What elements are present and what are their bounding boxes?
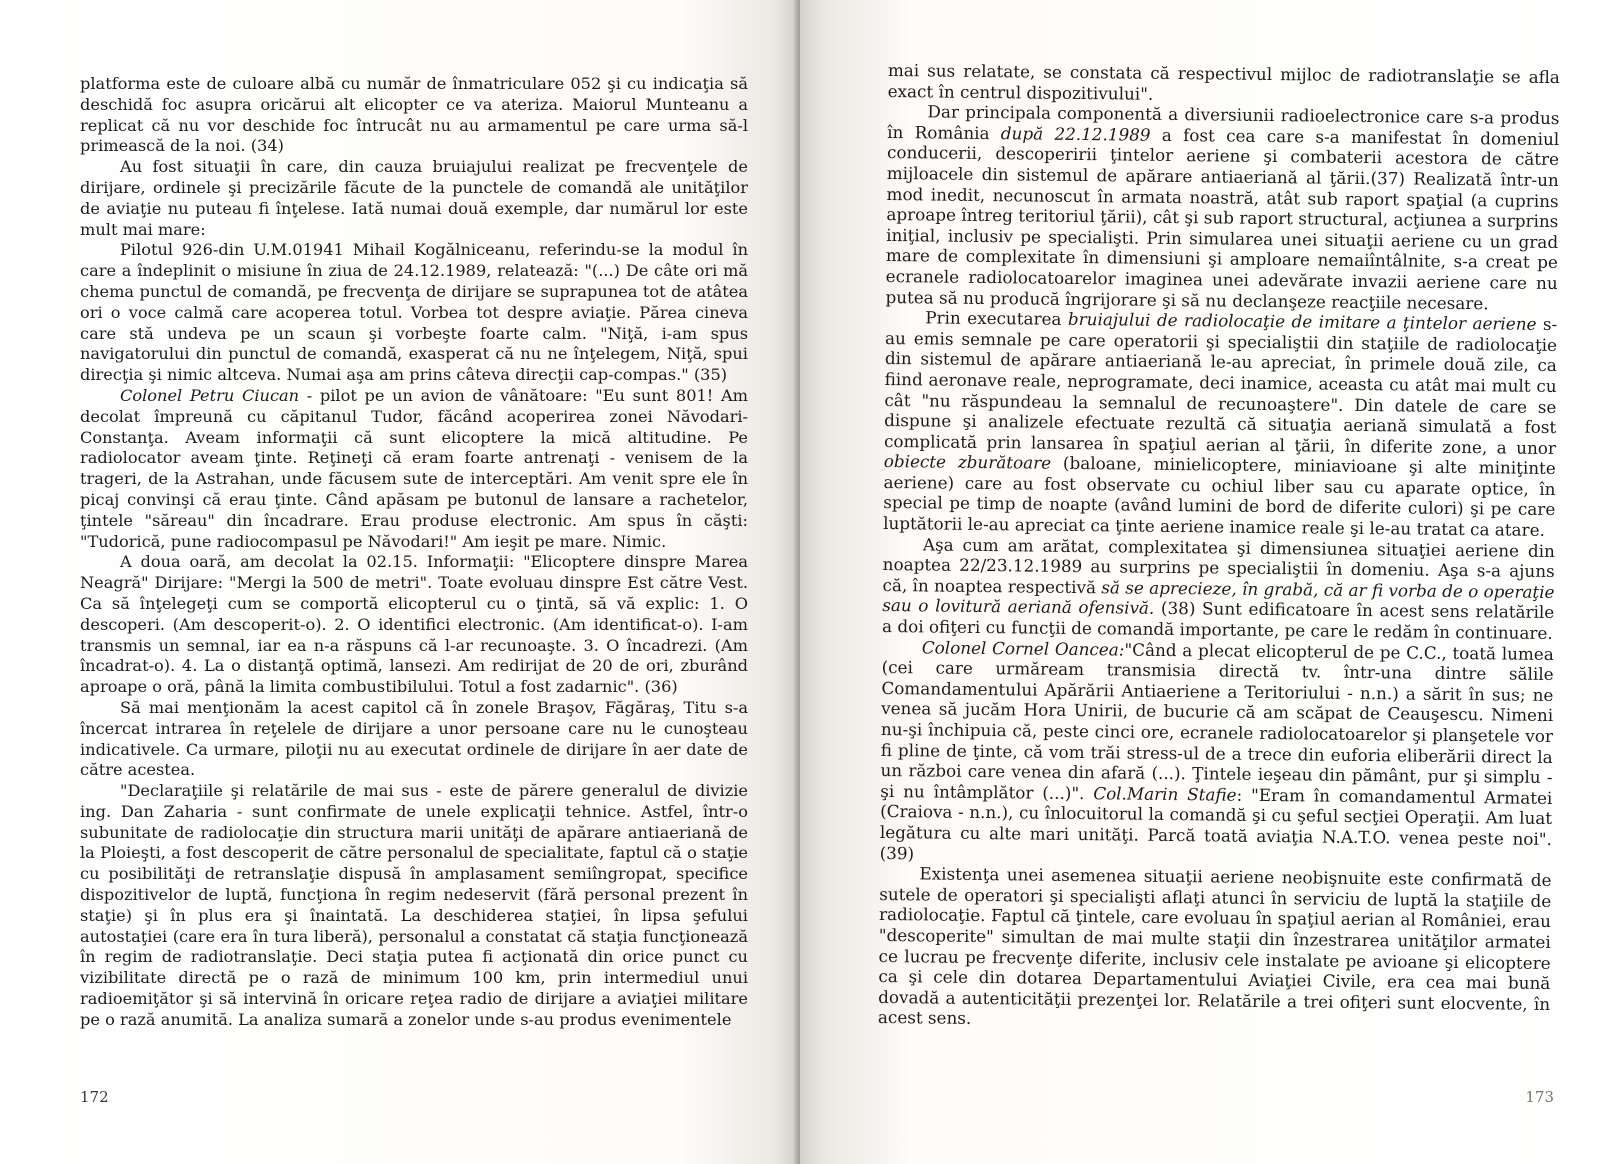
paragraph <box>882 534 1555 644</box>
italic-text: Colonel Petru Ciucan <box>120 385 300 405</box>
paragraph <box>888 60 1560 108</box>
text-run: "Declaraţiile şi relatările de mai sus - este de părere generalul de divizie ing. Dan Zaharia - sunt confirmate de unele explicaţii tehnice. Astfel, într-o subunitate de radiolocaţie din structura marii unităţi de apărare antiaeriană de la Ploieşti, a fost descoperit de către personalul de specialitate, faptul că o staţie cu posibilităţi de retranslaţie dispusă în amplasament semiîngropat, specifice dispozitivelor de luptă, funcţiona în regim nedeservit (fără personal prezent în staţie) şi în plus era şi înaintată. La deschiderea staţiei, în lipsa şefului autostaţiei (care era în tura liberă), personalul a constatat că staţia funcţionează în regim de radiotranslaţie. Deci staţia putea fi acţionată din orice punct cu vizibilitate directă pe o rază de minimum 100 km, prin intermediul unui radioemiţător şi să intervină în oricare reţea radio de dirijare a aviaţiei militare pe o rază anumită. La analiza sumară a zonelor unde s-au produs evenimentele <box>80 781 748 1029</box>
paragraph <box>80 240 748 386</box>
paragraph <box>80 781 748 1031</box>
text-run: Aşa cum am arătat, complexitatea şi dimensiunea situaţiei aeriene din noaptea 22/23.12.1989 au surprins pe specialiştii în domeniu. Aşa s-a ajuns că, în noaptea respectivă <box>882 534 1556 598</box>
text-run: s-au emis semnale pe care operatorii şi specialiştii din staţiile de radiolocaţie din sistemul de apărare antiaeriană le-au apreciat, în primele două zile, ca fiind aeronave reale, neprogramate, deci inamice, aceasta cu atât mai mult cu cât "nu răspundeau la semnalul de recunoaştere". Din datele de care se dispune şi analizele efectuate rezultă că situaţia aeriană simulată a fost complicată prin lansarea în spaţiul aerian al ţării, în diferite zone, a unor <box>883 313 1558 458</box>
right-page-number: 173 <box>1525 1088 1554 1106</box>
italic-text: Colonel Cornel Oancea: <box>921 637 1125 660</box>
text-run: Au fost situaţii în care, din cauza bruiajului realizat pe frecvenţele de dirijare, ordinele şi precizările făcute de la punctele de comandă ale unităţilor de aviaţie nu puteau fi înţelese. Iată numai două exemple, dar numărul lor este mult mai mare: <box>80 157 748 239</box>
left-page-text <box>80 74 748 1031</box>
paragraph <box>80 157 748 240</box>
text-run: mai sus relatate, se constata că respectivul mijloc de radiotranslaţie se afla exact în centrul dispozitivului". <box>887 60 1560 104</box>
text-run: (38) Sunt edificatoare în acest sens relatările a doi ofiţeri cu funcţii de comandă importante, pe care le redăm în continuare. <box>881 598 1555 644</box>
text-run: A doua oară, am decolat la 02.15. Informaţii: "Elicoptere dinspre Marea Neagră" Dirijare: "Mergi la 500 de metri". Toate evoluau dinspre Est către Vest. Ca să înţelegeţi cum se comportă elicopterul cu o ţintă, să vă explic: 1. O descoperi. (Am descoperit-o). 2. O identifici electronic. (Am identificat-o). I-am transmis un semnal, iar ea n-a răspuns că l-ar recunoaşte. 3. O încadrezi. (Am încadrat-o). 4. La o distanţă optimă, lansezi. Am redirijat de 20 de ori, zburând aproape o oră, până la limita combustibilului. Totul a fost zadarnic". (36) <box>80 552 748 697</box>
paragraph <box>80 74 748 157</box>
text-run: : "Eram în comandamentul Armatei (Craiova - n.n.), cu înlocuitorul la comandă şi cu şeful secţiei Operaţii. Am luat legătura cu alte mari unităţi. Parcă toată aviaţia N.A.T.O. venea peste noi". (39) <box>879 784 1553 863</box>
paragraph <box>883 307 1557 541</box>
text-run: Existenţa unei asemenea situaţii aeriene neobişnuite este confirmată de sutele de operatori şi specialişti aflaţi atunci în serviciu de luptă la staţiile de radiolocaţie. Faptul că ţintele, care evoluau în spaţiul aerian al României, erau "descoperite" simultan de mai multe staţii din înzestrarea unităţilor armatei ce lucrau pe frecvenţe diferite, inclusiv cele instalate pe avioane şi elicoptere ca şi cele din dotarea Departamentului Aviaţiei Civile, era cea mai bună dovadă a autenticităţii prezenţei lor. Relatările a trei ofiţeri sunt elocvente, în acest sens. <box>877 863 1552 1029</box>
paragraph <box>80 698 748 781</box>
right-page-text <box>878 60 1560 1035</box>
italic-text: obiecte zburătoare <box>883 451 1052 474</box>
text-run: Dar principala componentă a diversiunii radioelectronice care s-a produs în România <box>887 101 1560 143</box>
text-run: a fost cea care s-a manifestat în domeniul conducerii, descoperirii ţintelor aeriene şi combaterii acestora de către mijloacele din sistemul de apărare antiaeriană al ţării.(37) Realizată într-un mod inedit, necunoscut în armata noastră, atât sub raport spaţial (a cuprins aproape întreg teritoriul ţării), cât şi sub raport structural, acţiunea a surprins iniţial, inclusiv pe specialişti. Prin simularea unei situaţii aeriene cu un grad mare de complexitate în dimensiuni şi amploare nemaiîntâlnite, s-a creat pe ecranele radiolocatoarelor imaginea unei adevărate invazii aeriene care nu putea să nu producă îngrijorare şi să nu declanşeze reacţiile necesare. <box>885 124 1560 313</box>
paragraph <box>878 863 1552 1035</box>
italic-text: Col.Marin Stafie <box>1093 782 1237 805</box>
text-run: (baloane, minielicoptere, miniavioane şi alte miniţinte aeriene) care au fost observate cu ochiul liber sau cu aparate optice, în special pe timp de noapte (având lumini de bord de diferite culori) şi pe care luptătorii le-au apreciat ca ţinte aeriene inamice reale şi le-au tratat ca atare. <box>883 453 1556 540</box>
italic-text: bruiajului de radiolocaţie de imitare a ţintelor aeriene <box>1067 309 1537 334</box>
paragraph <box>880 637 1554 871</box>
italic-text: după 22.12.1989 <box>1000 122 1151 145</box>
text-run: "Când a plecat elicopterul de pe C.C., toată lumea (cei care urmăream transmisia directă tv. într-una dintre sălile Comandamentului Apărării Antiaeriene a Teritoriului - n.n.) a sărit în sus; ne venea să jucăm Hora Unirii, de bucurie că am scăpat de Ceauşescu. Nimeni nu-şi închipuia că, peste cinci ore, ecranele radiolocatoarelor şi planşetele vor fi pline de ţinte, că vom trăi stress-ul de a trece din euforia eliberării direct la un război care venea din afară (...). Ţintele ieşeau din pământ, pur şi simplu - şi nu întâmplător (...)". <box>880 639 1554 803</box>
right-page <box>800 0 1600 1164</box>
text-run: Pilotul 926-din U.M.01941 Mihail Kogălniceanu, referindu-se la modul în care a îndeplinit o misiune în ziua de 24.12.1989, relatează: "(...) De câte ori mă chema punctul de comandă, pe frecvenţa de dirijare se suprapunea tot de atâtea ori o voce calmă care acoperea totul. Vorbea tot despre aviaţie. Părea cineva care stă undeva pe un scaun şi vorbeşte foarte calm. "Niţă, i-am spus navigatorului din punctul de comandă, exasperat că nu ne înţelegem, Niţă, spui direcţia şi nimic altceva. Numai aşa am prins câteva direcţii cap-compas." (35) <box>80 240 748 385</box>
paragraph <box>80 386 748 552</box>
italic-text: să se aprecieze, în grabă, că ar fi vorba de o operaţie sau o lovitură aeriană ofensivă. <box>882 577 1555 619</box>
paragraph <box>80 552 748 698</box>
text-run: Să mai menţionăm la acest capitol că în zonele Braşov, Făgăraş, Titu s-a încercat intrarea în reţelele de dirijare a unor persoane care nu le cunoşteau indicativele. Ca urmare, piloţii nu au executat ordinele de dirijare în aer date de către acestea. <box>80 697 748 780</box>
left-page-number: 172 <box>80 1088 109 1106</box>
text-run: - pilot pe un avion de vânătoare: "Eu sunt 801! Am decolat împreună cu căpitanul Tudor, făcând acoperirea zonei Năvodari-Constanţa. Aveam informaţii că sunt elicoptere la mică altitudine. Pe radiolocator aveam ţinte. Reţineţi că eram foarte antrenaţi - venisem de la trageri, de la Astrahan, unde făcusem sute de interceptări. Am venit spre ele în picaj convinşi că erau ţinte. Când apăsam pe butonul de lansare a rachetelor, ţintele "săreau" din încadrare. Erau produse electronic. Am spus în căşti: "Tudorică, pune radiocompasul pe Năvodari!" Am ieşit pe mare. Nimic. <box>80 385 748 551</box>
text-run: Prin executarea <box>925 307 1069 330</box>
paragraph <box>885 101 1559 314</box>
text-run: platforma este de culoare albă cu număr de înmatriculare 052 şi cu indicaţia să deschidă foc asupra oricărui alt elicopter ce va ateriza. Maiorul Munteanu a replicat că nu vor deschide foc întrucât nu au armamentul pe care urma să-l primească de la noi. (34) <box>80 74 748 156</box>
